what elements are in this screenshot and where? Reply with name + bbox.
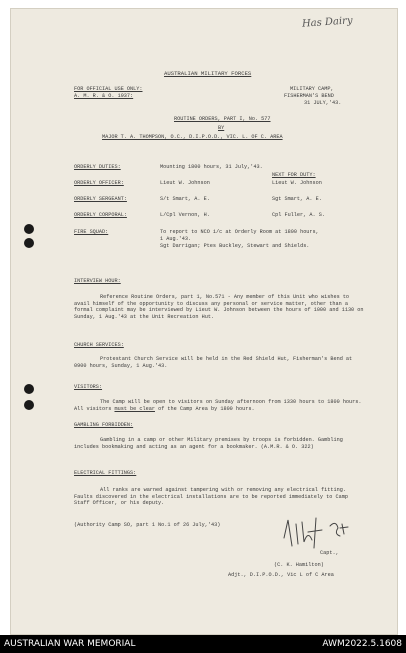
punch-hole	[24, 238, 34, 248]
authority-note: (Authority Camp SO, part 1 No.1 of 26 July,'43)	[74, 522, 221, 528]
regulation-reference: A. M. R. & O. 1937:	[74, 93, 134, 99]
official-use-label: FOR OFFICIAL USE ONLY:	[74, 86, 143, 92]
fire-squad-line: 1 Aug.'43.	[160, 236, 192, 242]
interview-text: Reference Routine Orders, part 1, No.571 - Any member of this Unit who wishes to avail himself of the opportunity to discuss any personal or service matter, other than a formal complaint may be interviewed by Lieut W. Johnson between the hours of 1000 and 1130 on Sunday, 1 Aug.'43 at the Unit Recreation Hut.	[74, 294, 364, 320]
gambling-heading: GAMBLING FORBIDDEN:	[74, 422, 134, 428]
interview-heading: INTERVIEW HOUR:	[74, 278, 121, 284]
signatory-title: Adjt., D.I.P.O.D., Vic L of C Area	[228, 572, 334, 578]
order-date: 31 JULY,'43.	[304, 100, 342, 106]
handwritten-signature	[278, 512, 358, 562]
church-heading: CHURCH SERVICES:	[74, 342, 124, 348]
orderly-corporal-label: ORDERLY CORPORAL:	[74, 212, 127, 218]
mounting-time: Mounting 1800 hours, 31 July,'43.	[160, 164, 263, 170]
orderly-officer-label: ORDERLY OFFICER:	[74, 180, 124, 186]
next-for-duty-label: NEXT FOR DUTY:	[272, 172, 316, 178]
fire-squad-line: To report to NCO i/c at Orderly Room at 1800 hours,	[160, 229, 319, 235]
orderly-corporal: L/Cpl Vernon, H.	[160, 212, 210, 218]
orderly-duties-label: ORDERLY DUTIES:	[74, 164, 121, 170]
commanding-officer: MAJOR T. A. THOMPSON, O.C., D.I.P.O.D., VIC. L. OF C. AREA	[102, 134, 283, 140]
electrical-text: All ranks are warned against tampering with or removing any electrical fitting. Faults discovered in the electrical installations are to be reported immediately to Camp Staff Officer, or his deputy.	[74, 487, 348, 507]
orders-by: BY	[218, 125, 225, 131]
visitors-text-part: The Camp will be open to visitors on Sunday afternoon from 1330 hours to 1800 hours. All visitors	[74, 399, 362, 412]
visitors-heading: VISITORS:	[74, 384, 103, 390]
fire-squad-line: Sgt Darrigan; Ptes Buckley, Stewart and Shields.	[160, 243, 310, 249]
footer-source: AUSTRALIAN WAR MEMORIAL	[4, 639, 136, 649]
orderly-officer-next: Lieut W. Johnson	[272, 180, 322, 186]
visitors-text-part: of the Camp Area by 1800 hours.	[154, 405, 255, 412]
orderly-officer: Lieut W. Johnson	[160, 180, 210, 186]
footer-accession-number: AWM2022.5.1608	[322, 639, 402, 649]
orderly-sergeant: S/t Smart, A. E.	[160, 196, 210, 202]
camp-name: MILITARY CAMP,	[290, 86, 334, 92]
footer-bar	[0, 635, 406, 653]
church-text: Protestant Church Service will be held in the Red Shield Hut, Fisherman's Bend at 0900 hours, Sunday, 1 Aug.'43.	[74, 356, 353, 369]
signatory-rank: Capt.,	[320, 550, 339, 556]
electrical-heading: ELECTRICAL FITTINGS:	[74, 470, 137, 476]
punch-hole	[24, 400, 34, 410]
punch-hole	[24, 224, 34, 234]
orderly-sergeant-label: ORDERLY SERGEANT:	[74, 196, 127, 202]
orderly-sergeant-next: Sgt Smart, A. E.	[272, 196, 322, 202]
visitors-text	[74, 399, 364, 412]
visitors-emphasis: must be clear	[114, 405, 155, 412]
document-title: AUSTRALIAN MILITARY FORCES	[164, 70, 252, 77]
handwritten-note: Has Dairy	[301, 15, 353, 30]
gambling-text: Gambling in a camp or other Military premises by troops is forbidden. Gambling includes bookmaking and acting as an agent for a bookmaker. (A.M.R. & O. 322)	[74, 437, 343, 450]
fire-squad-label: FIRE SQUAD:	[74, 229, 109, 235]
orders-title: ROUTINE ORDERS, PART I, No. 577	[174, 116, 271, 122]
orderly-corporal-next: Cpl Fuller, A. S.	[272, 212, 325, 218]
camp-location: FISHERMAN'S BEND	[284, 93, 334, 99]
signatory-name: (C. K. Hamilton)	[274, 562, 324, 568]
punch-hole	[24, 384, 34, 394]
